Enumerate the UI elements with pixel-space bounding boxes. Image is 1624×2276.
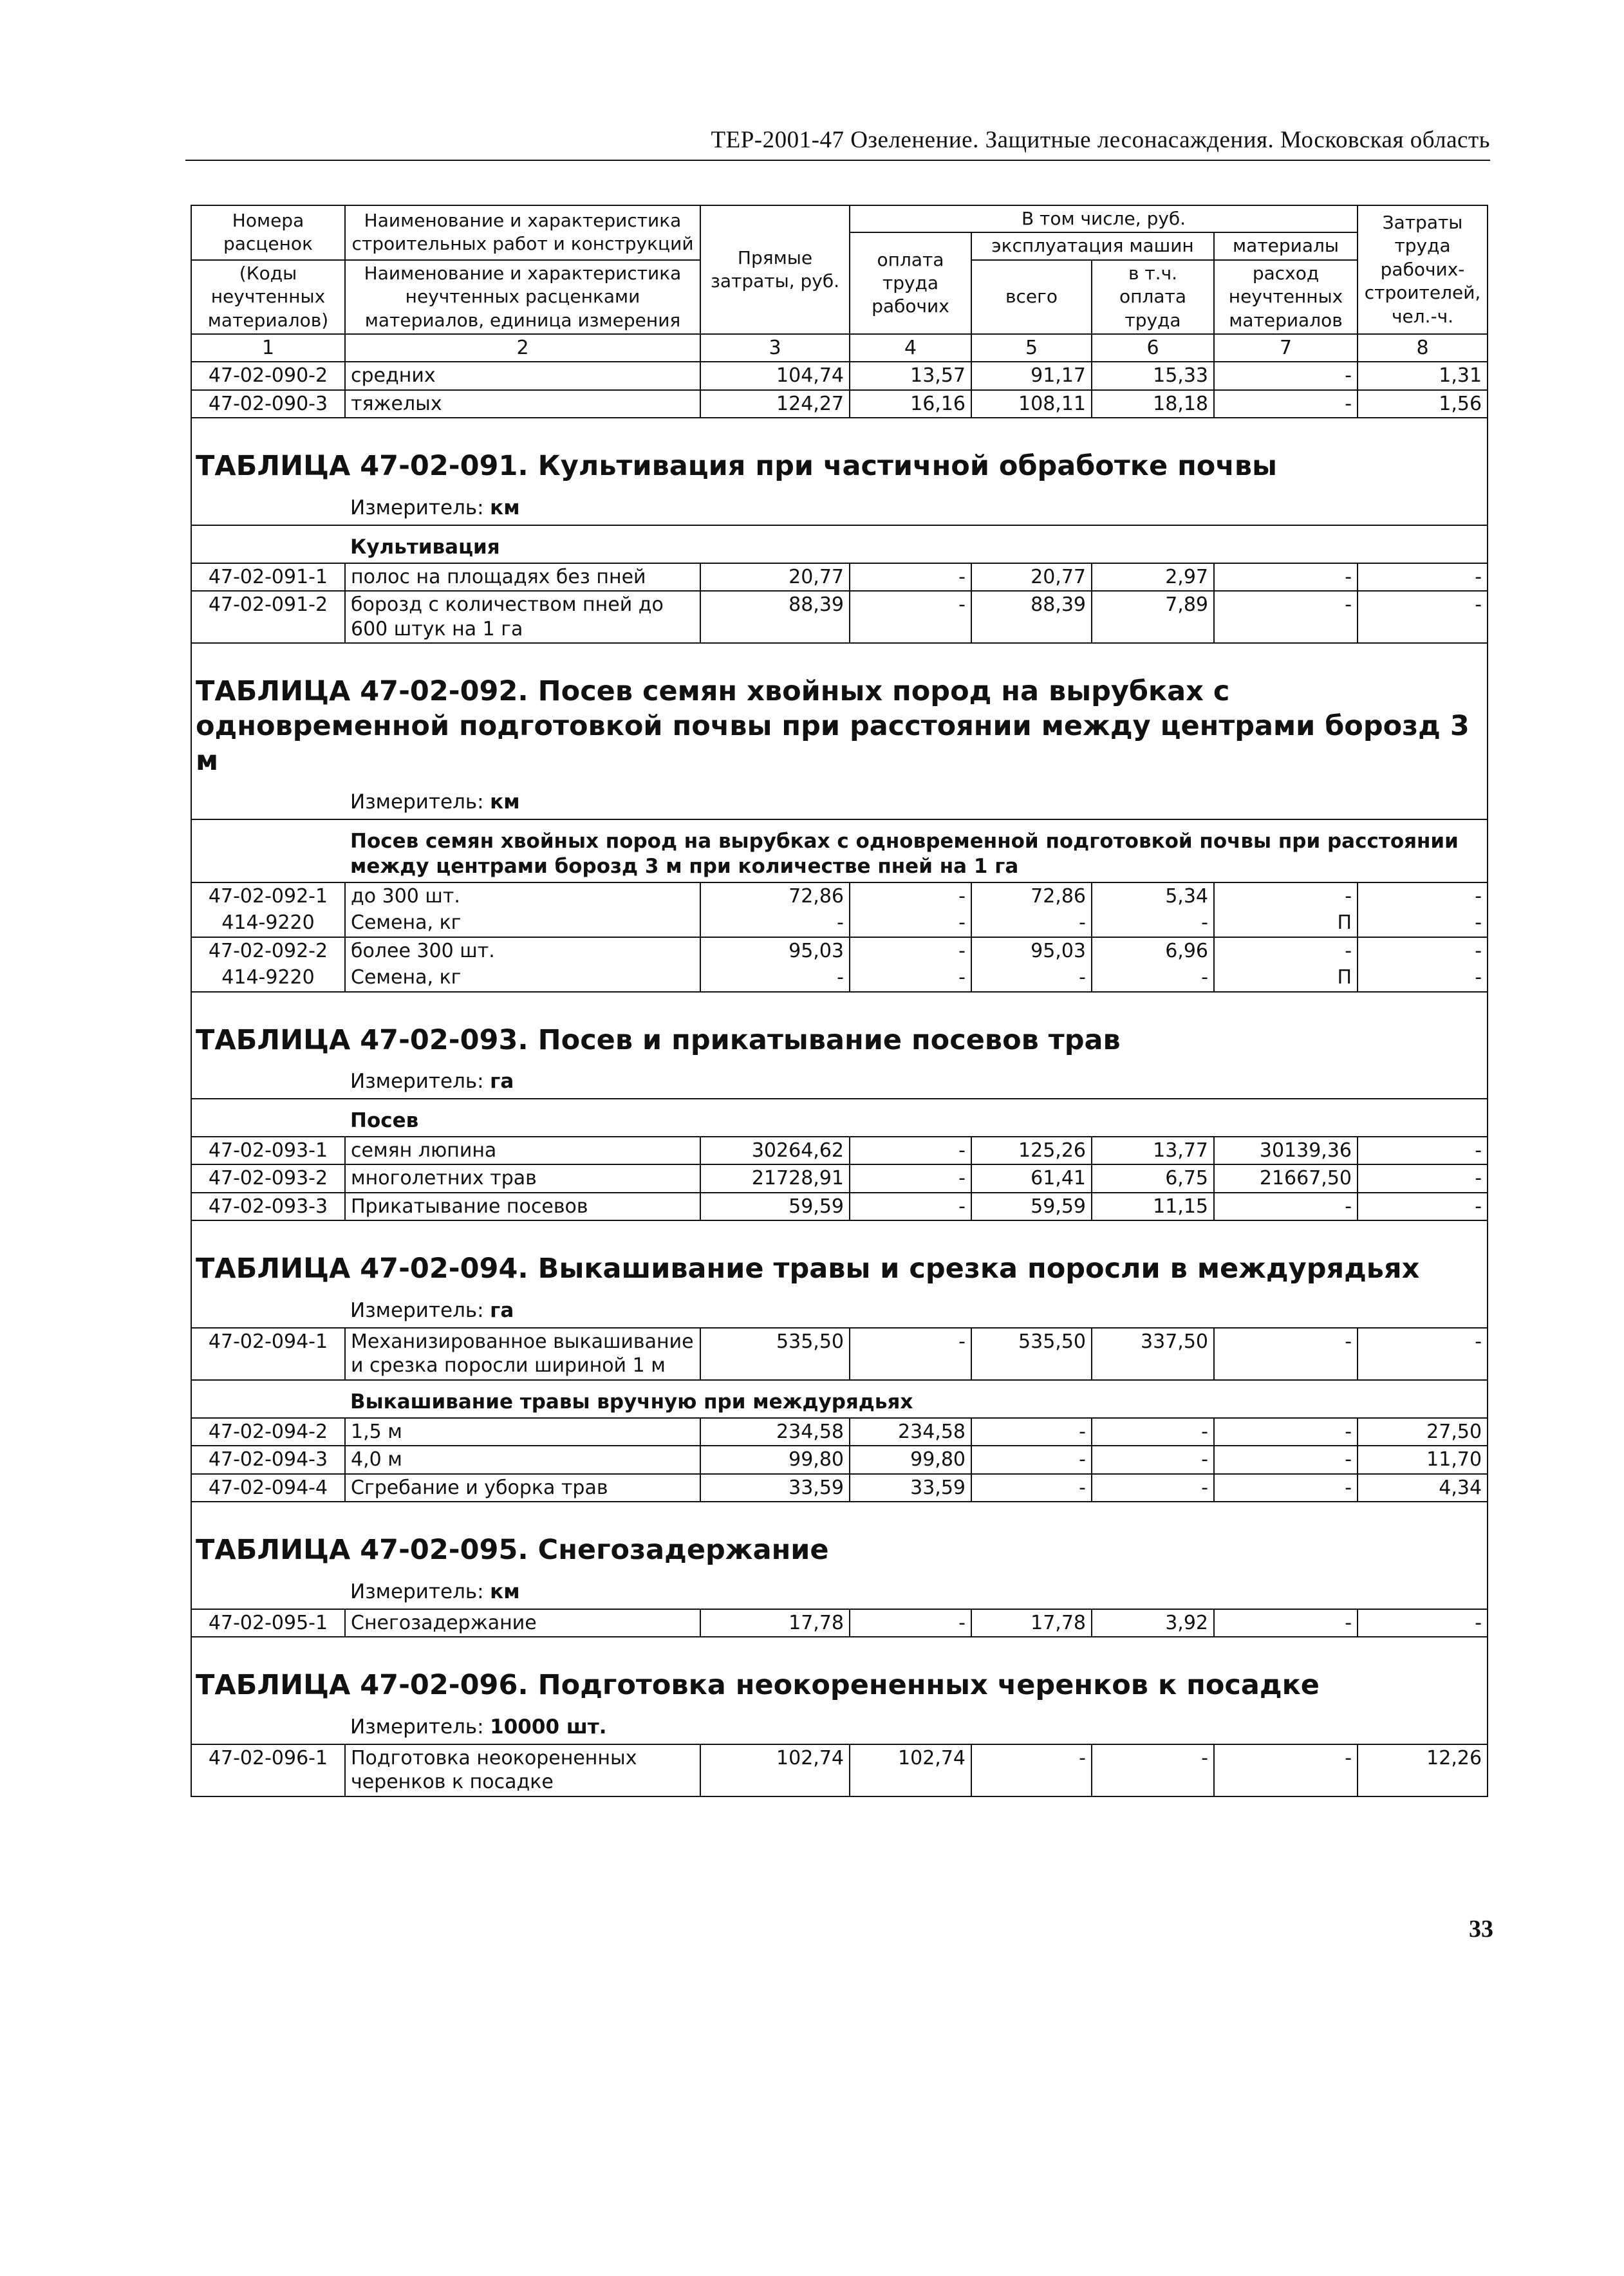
rates-table (191, 205, 1488, 1797)
direct-costs: 33,59 (700, 1474, 850, 1502)
header-wages: оплата труда рабочих (850, 232, 971, 334)
labor-hours: - (1358, 591, 1488, 643)
material-code: 414-9220 (191, 964, 345, 992)
rate-name: полос на площадях без пней (345, 563, 700, 592)
rate-name: семян люпина (345, 1137, 700, 1165)
machines-total: - (971, 964, 1092, 992)
labor-hours: 1,56 (1358, 390, 1488, 418)
rate-name: Прикатывание посевов (345, 1193, 700, 1221)
machines-wages: 2,97 (1092, 563, 1214, 592)
machines-wages: - (1092, 1744, 1214, 1796)
machines-total: - (971, 1418, 1092, 1446)
section-heading: Культивация (345, 525, 1488, 563)
header-code-top: Номера расценок (191, 205, 345, 260)
rate-name: более 300 шт. (345, 937, 700, 965)
material-code: 414-9220 (191, 909, 345, 937)
meter-unit: 10000 шт. (490, 1715, 607, 1739)
materials-usage: - (1214, 563, 1358, 592)
wages: 234,58 (850, 1418, 971, 1446)
direct-costs: 99,80 (700, 1446, 850, 1474)
machines-wages: - (1092, 1446, 1214, 1474)
materials-usage: - (1214, 882, 1358, 910)
materials-usage: - (1214, 1744, 1358, 1796)
machines-total: - (971, 1474, 1092, 1502)
column-number-row (191, 334, 1488, 362)
machines-wages: 11,15 (1092, 1193, 1214, 1221)
direct-costs: - (700, 964, 850, 992)
labor-hours: - (1358, 1609, 1488, 1637)
machines-total: - (971, 1446, 1092, 1474)
labor-hours: 4,34 (1358, 1474, 1488, 1502)
table-row (191, 1609, 1488, 1637)
machines-wages: - (1092, 964, 1214, 992)
materials-usage: - (1214, 1446, 1358, 1474)
column-number: 6 (1092, 334, 1214, 362)
rate-code: 47-02-094-1 (191, 1328, 345, 1380)
header-machines: эксплуатация машин (971, 232, 1214, 259)
direct-costs: 72,86 (700, 882, 850, 910)
table-row (191, 1164, 1488, 1193)
machines-total: - (971, 1744, 1092, 1796)
labor-hours: - (1358, 1328, 1488, 1380)
wages: - (850, 1137, 971, 1165)
rate-code: 47-02-093-1 (191, 1137, 345, 1165)
rate-code: 47-02-092-1 (191, 882, 345, 910)
direct-costs: 234,58 (700, 1418, 850, 1446)
header-materials-usage: расход неучтенных материалов (1214, 260, 1358, 334)
materials-usage: П (1214, 964, 1358, 992)
labor-hours: - (1358, 964, 1488, 992)
table-row (191, 882, 1488, 910)
rate-code: 47-02-091-1 (191, 563, 345, 592)
machines-wages: 6,96 (1092, 937, 1214, 965)
table-title-094: ТАБЛИЦА 47-02-094. Выкашивание травы и срезка поросли в междурядьях (191, 1220, 1488, 1296)
machines-total: 72,86 (971, 882, 1092, 910)
rate-name: Подготовка неокорененных черенков к посадке (345, 1744, 700, 1796)
materials-usage: - (1214, 1328, 1358, 1380)
materials-usage: П (1214, 909, 1358, 937)
machines-total: 59,59 (971, 1193, 1092, 1221)
labor-hours: 27,50 (1358, 1418, 1488, 1446)
column-number: 1 (191, 334, 345, 362)
materials-usage: 21667,50 (1214, 1164, 1358, 1193)
direct-costs: - (700, 909, 850, 937)
header-name-bottom: Наименование и характеристика неучтенных расценками материалов, единица измерения (345, 260, 700, 334)
machines-wages: 13,77 (1092, 1137, 1214, 1165)
rate-code: 47-02-090-3 (191, 390, 345, 418)
machines-wages: 3,92 (1092, 1609, 1214, 1637)
machines-total: 125,26 (971, 1137, 1092, 1165)
rate-name: Сгребание и уборка трав (345, 1474, 700, 1502)
header-labor: Затраты труда рабочих-строителей, чел.-ч. (1358, 205, 1488, 334)
header-machines-total: всего (971, 260, 1092, 334)
table-title-096: ТАБЛИЦА 47-02-096. Подготовка неокорененных черенков к посадке (191, 1637, 1488, 1712)
table-row (191, 1744, 1488, 1796)
header-machines-wages: в т.ч. оплата труда (1092, 260, 1214, 334)
machines-total: 535,50 (971, 1328, 1092, 1380)
direct-costs: 88,39 (700, 591, 850, 643)
column-number: 2 (345, 334, 700, 362)
rate-code: 47-02-091-2 (191, 591, 345, 643)
table-title-095: ТАБЛИЦА 47-02-095. Снегозадержание (191, 1502, 1488, 1577)
machines-total: 88,39 (971, 591, 1092, 643)
page-number: 33 (1469, 1916, 1493, 1943)
rate-name: до 300 шт. (345, 882, 700, 910)
labor-hours: - (1358, 937, 1488, 965)
rate-code: 47-02-095-1 (191, 1609, 345, 1637)
machines-wages: 337,50 (1092, 1328, 1214, 1380)
materials-usage: - (1214, 591, 1358, 643)
labor-hours: 11,70 (1358, 1446, 1488, 1474)
table-title-092: ТАБЛИЦА 47-02-092. Посев семян хвойных пород на вырубках с одновременной подготовкой почвы при расстоянии между центрами борозд 3 м (191, 643, 1488, 787)
rate-code: 47-02-094-4 (191, 1474, 345, 1502)
rate-name: Механизированное выкашивание и срезка поросли шириной 1 м (345, 1328, 700, 1380)
machines-wages: - (1092, 1474, 1214, 1502)
meter-096 (345, 1712, 1488, 1744)
wages: 102,74 (850, 1744, 971, 1796)
meter-unit: км (490, 496, 520, 520)
labor-hours: - (1358, 909, 1488, 937)
machines-total: 108,11 (971, 390, 1092, 418)
table-title-091: ТАБЛИЦА 47-02-091. Культивация при частичной обработке почвы (191, 418, 1488, 493)
materials-usage: - (1214, 937, 1358, 965)
table-row (191, 1328, 1488, 1380)
meter-093 (345, 1067, 1488, 1099)
table-row (191, 591, 1488, 643)
labor-hours: - (1358, 882, 1488, 910)
table-row (191, 1137, 1488, 1165)
material-name: Семена, кг (345, 964, 700, 992)
rate-name: тяжелых (345, 390, 700, 418)
header-direct-costs: Прямые затраты, руб. (700, 205, 850, 334)
direct-costs: 535,50 (700, 1328, 850, 1380)
table-row (191, 563, 1488, 592)
direct-costs: 124,27 (700, 390, 850, 418)
table-row (191, 362, 1488, 390)
rate-code: 47-02-094-2 (191, 1418, 345, 1446)
meter-label: Измеритель: (350, 1070, 484, 1094)
meter-label: Измеритель: (350, 496, 484, 520)
direct-costs: 102,74 (700, 1744, 850, 1796)
direct-costs: 17,78 (700, 1609, 850, 1637)
labor-hours: - (1358, 1164, 1488, 1193)
wages: 33,59 (850, 1474, 971, 1502)
machines-total: 91,17 (971, 362, 1092, 390)
table-title-093: ТАБЛИЦА 47-02-093. Посев и прикатывание посевов трав (191, 992, 1488, 1067)
rate-name: Снегозадержание (345, 1609, 700, 1637)
machines-total: - (971, 909, 1092, 937)
meter-label: Измеритель: (350, 1580, 484, 1603)
machines-wages: - (1092, 1418, 1214, 1446)
rate-name: средних (345, 362, 700, 390)
header-code-bottom: (Коды неучтенных материалов) (191, 260, 345, 334)
direct-costs: 20,77 (700, 563, 850, 592)
rate-name: 1,5 м (345, 1418, 700, 1446)
column-number: 4 (850, 334, 971, 362)
header-rule (185, 160, 1490, 161)
header-materials: материалы (1214, 232, 1358, 259)
direct-costs: 59,59 (700, 1193, 850, 1221)
machines-wages: 7,89 (1092, 591, 1214, 643)
direct-costs: 30264,62 (700, 1137, 850, 1165)
table-row (191, 1446, 1488, 1474)
rate-name: 4,0 м (345, 1446, 700, 1474)
table-row (191, 1193, 1488, 1221)
machines-total: 20,77 (971, 563, 1092, 592)
wages: 13,57 (850, 362, 971, 390)
wages: - (850, 563, 971, 592)
machines-wages: 15,33 (1092, 362, 1214, 390)
labor-hours: - (1358, 1137, 1488, 1165)
table-row (191, 937, 1488, 965)
wages: - (850, 909, 971, 937)
wages: - (850, 882, 971, 910)
table-row (191, 1418, 1488, 1446)
section-heading: Выкашивание травы вручную при междурядьях (345, 1380, 1488, 1418)
meter-094 (345, 1296, 1488, 1328)
column-number: 8 (1358, 334, 1488, 362)
machines-wages: 5,34 (1092, 882, 1214, 910)
table-row (191, 964, 1488, 992)
rate-name: многолетних трав (345, 1164, 700, 1193)
rate-code: 47-02-090-2 (191, 362, 345, 390)
table-row (191, 390, 1488, 418)
machines-total: 61,41 (971, 1164, 1092, 1193)
table-row (191, 1474, 1488, 1502)
labor-hours: - (1358, 563, 1488, 592)
section-heading: Посев (345, 1099, 1488, 1137)
meter-unit: га (490, 1070, 514, 1094)
material-name: Семена, кг (345, 909, 700, 937)
meter-095 (345, 1577, 1488, 1609)
meter-label: Измеритель: (350, 1715, 484, 1739)
wages: 99,80 (850, 1446, 971, 1474)
meter-unit: км (490, 790, 520, 814)
materials-usage: - (1214, 1193, 1358, 1221)
column-number: 3 (700, 334, 850, 362)
materials-usage: - (1214, 362, 1358, 390)
wages: 16,16 (850, 390, 971, 418)
column-number: 7 (1214, 334, 1358, 362)
wages: - (850, 1193, 971, 1221)
materials-usage: - (1214, 1609, 1358, 1637)
materials-usage: - (1214, 1474, 1358, 1502)
wages: - (850, 1328, 971, 1380)
machines-wages: 18,18 (1092, 390, 1214, 418)
rate-name: борозд с количеством пней до 600 штук на 1 га (345, 591, 700, 643)
meter-092 (345, 787, 1488, 819)
running-head: ТЕР-2001-47 Озеленение. Защитные лесонасаждения. Московская область (711, 127, 1490, 153)
table-row (191, 909, 1488, 937)
column-number: 5 (971, 334, 1092, 362)
rate-code: 47-02-096-1 (191, 1744, 345, 1796)
meter-091 (345, 493, 1488, 525)
section-heading: Посев семян хвойных пород на вырубках с одновременной подготовкой почвы при расстоянии между центрами борозд 3 м при количестве пней на 1 га (345, 819, 1488, 882)
header-group: В том числе, руб. (850, 205, 1358, 232)
rate-code: 47-02-093-3 (191, 1193, 345, 1221)
machines-wages: 6,75 (1092, 1164, 1214, 1193)
direct-costs: 21728,91 (700, 1164, 850, 1193)
materials-usage: 30139,36 (1214, 1137, 1358, 1165)
rate-code: 47-02-093-2 (191, 1164, 345, 1193)
labor-hours: 12,26 (1358, 1744, 1488, 1796)
meter-unit: га (490, 1299, 514, 1323)
machines-wages: - (1092, 909, 1214, 937)
meter-label: Измеритель: (350, 790, 484, 814)
wages: - (850, 1164, 971, 1193)
rate-code: 47-02-094-3 (191, 1446, 345, 1474)
rate-code: 47-02-092-2 (191, 937, 345, 965)
meter-unit: км (490, 1580, 520, 1603)
wages: - (850, 964, 971, 992)
direct-costs: 104,74 (700, 362, 850, 390)
wages: - (850, 591, 971, 643)
meter-label: Измеритель: (350, 1299, 484, 1323)
wages: - (850, 937, 971, 965)
direct-costs: 95,03 (700, 937, 850, 965)
labor-hours: - (1358, 1193, 1488, 1221)
labor-hours: 1,31 (1358, 362, 1488, 390)
header-name-top: Наименование и характеристика строительных работ и конструкций (345, 205, 700, 260)
machines-total: 17,78 (971, 1609, 1092, 1637)
wages: - (850, 1609, 971, 1637)
materials-usage: - (1214, 390, 1358, 418)
machines-total: 95,03 (971, 937, 1092, 965)
materials-usage: - (1214, 1418, 1358, 1446)
